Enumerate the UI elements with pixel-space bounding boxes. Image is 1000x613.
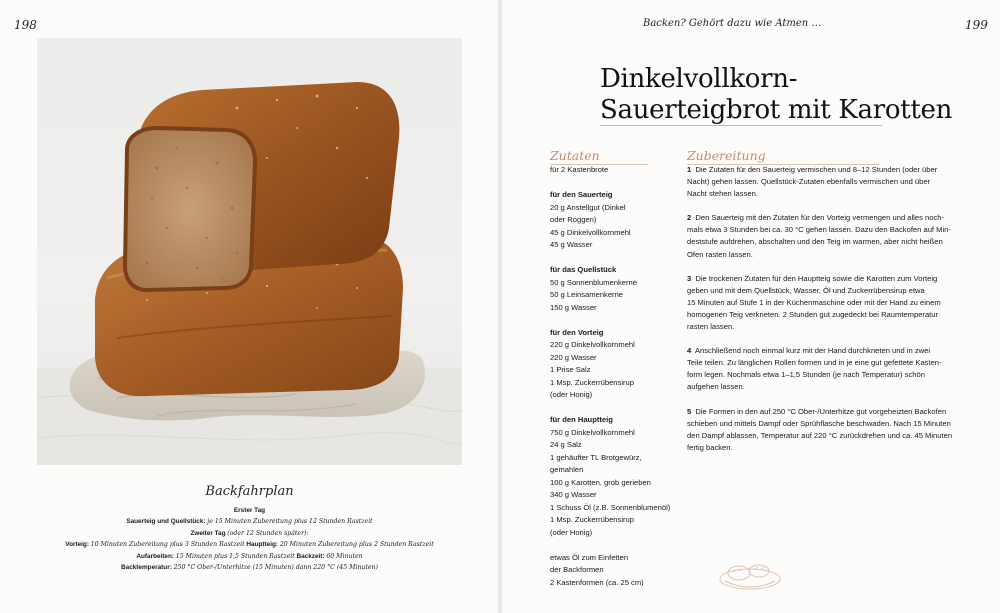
- bake-temp-text: 250 °C Ober-/Unterhitze (15 Minuten) dann 220 °C (45 Minuten): [173, 564, 378, 572]
- method-step-line: [687, 212, 967, 224]
- preferment-text: 10 Minuten Zubereitung plus 3 Stunden Rastzeit: [90, 541, 245, 549]
- day-2-note: (oder 12 Stunden später):: [227, 529, 309, 537]
- ingredient-item: 340 g Wasser: [550, 490, 597, 499]
- ingredient-group-heading: für das Quellstück: [550, 265, 617, 274]
- main-dough-label: Hauptteig:: [246, 541, 279, 549]
- step-number: 4: [687, 346, 692, 356]
- ingredient-item: 1 Msp. Zuckerrübensirup: [550, 515, 634, 524]
- ingredient-item: 1 gehäufter TL Brotgewürz,: [550, 452, 642, 462]
- schedule-line-5: [37, 562, 462, 573]
- step-text: homogenen Teig verkneten. 2 Stunden gut zugedeckt bei Raumtemperatur: [687, 309, 939, 319]
- schedule-line-1: [37, 516, 462, 527]
- step-text: Die trockenen Zutaten für den Hauptteig sowie die Karotten zum Vorteig: [695, 273, 938, 283]
- schedule-day-2: [37, 528, 462, 539]
- method-step-line: [687, 430, 967, 442]
- step-text: aufgehen lassen.: [687, 382, 745, 392]
- step-text: fertig backen.: [687, 442, 733, 452]
- ingredient-item: 150 g Wasser: [550, 302, 597, 312]
- ingredient-item: 1 Prise Salz: [550, 365, 591, 374]
- ingredient-item: 20 g Anstellgut (Dinkel: [550, 202, 626, 212]
- method-step-line: [687, 249, 967, 261]
- schedule-title: Backfahrplan: [205, 484, 294, 499]
- step-text: Die Zutaten für den Sauerteig vermischen und 8–12 Stunden (oder über: [695, 165, 938, 174]
- preferment-label: Vorteig:: [65, 541, 89, 549]
- bake-time-text: 60 Minuten: [326, 552, 363, 560]
- method-step: [687, 345, 967, 393]
- step-text: Ofen rasten lassen.: [687, 249, 753, 259]
- step-number: 2: [687, 213, 692, 223]
- bread-basket-icon: [715, 553, 785, 593]
- step-text: 15 Minuten auf Stufe 1 in der Küchenmaschine oder mit der Hand zu einem: [687, 297, 941, 307]
- method-step-line: [687, 236, 967, 248]
- page-number-right: 199: [965, 18, 988, 32]
- recipe-title-line-1: Dinkelvollkorn-: [600, 64, 798, 94]
- method-step-line: [687, 224, 967, 236]
- ingredient-group-heading: für den Sauerteig: [550, 190, 613, 199]
- method-step-line: [687, 273, 967, 285]
- ingredients-heading: Zutaten: [550, 148, 600, 163]
- main-dough-text: 20 Minuten Zubereitung plus 2 Stunden Rastzeit: [279, 541, 434, 549]
- sourdough-text: je 15 Minuten Zubereitung plus 12 Stunden Rastzeit: [207, 518, 373, 526]
- step-text: Anschließend noch einmal kurz mit der Hand durchkneten und in zwei: [694, 346, 931, 356]
- step-number: 5: [687, 406, 692, 416]
- step-text: Nacht) gehen lassen. Quellstück-Zutaten ebenfalls vermischen und über: [687, 177, 931, 187]
- ingredient-item: 24 g Salz: [550, 440, 582, 449]
- book-gutter: [497, 0, 503, 613]
- ingredient-item: (oder Honig): [550, 527, 593, 537]
- method-heading: Zubereitung: [687, 148, 766, 163]
- bread-illustration: [37, 38, 462, 465]
- running-head: Backen? Gehört dazu wie Atmen …: [643, 18, 822, 29]
- day-2-label: Zweiter Tag: [190, 529, 226, 537]
- day-1-label: Erster Tag: [233, 507, 266, 514]
- method-step-line: [687, 369, 967, 381]
- ingredient-item: 45 g Wasser: [550, 240, 593, 249]
- step-text: schieben und mittels Dampf oder Sprühflasche beschwaden. Nach 15 Minuten: [687, 418, 951, 428]
- method-step: [687, 164, 967, 200]
- method-step-line: [687, 285, 967, 297]
- ingredient-item: oder Roggen): [550, 215, 597, 224]
- ingredient-item: etwas Öl zum Einfetten: [550, 552, 629, 562]
- ingredient-group-heading: für den Hauptteig: [550, 415, 613, 424]
- method-step: [687, 406, 967, 454]
- page-number-left: 198: [14, 18, 37, 32]
- step-number: 1: [687, 165, 692, 174]
- bake-temp-label: Backtemperatur:: [121, 564, 172, 572]
- ingredient-item: (oder Honig): [550, 390, 593, 399]
- ingredient-group-heading: für den Vorteig: [550, 327, 604, 337]
- recipe-title: [600, 64, 952, 126]
- method-step-line: [687, 406, 967, 418]
- bread-photo: [37, 38, 462, 465]
- ingredient-item: 50 g Sonnenblumenkerne: [550, 277, 637, 287]
- ingredient-item: 220 g Dinkelvollkornmehl: [550, 340, 635, 349]
- ingredient-item: 50 g Leinsamenkerne: [550, 290, 624, 299]
- ingredient-item: gemahlen: [550, 465, 584, 474]
- ingredient-item: 1 Schuss Öl (z.B. Sonnenblumenöl): [550, 502, 671, 512]
- step-text: deststufe aufdrehen, abschalten und den Teig im warmen, aber nicht heißen: [687, 237, 943, 247]
- recipe-title-line-2: Sauerteigbrot mit Karotten: [600, 95, 953, 125]
- sourdough-label: Sauerteig und Quellstück:: [126, 518, 206, 526]
- step-text: mals etwa 3 Stunden bei ca. 30 °C gehen lassen. Dazu den Backofen auf Min-: [687, 225, 951, 235]
- method-step-line: [687, 188, 967, 200]
- method-step-line: [687, 418, 967, 430]
- method-step-line: [687, 164, 967, 176]
- method-step-line: [687, 381, 967, 393]
- method-step-line: [687, 176, 967, 188]
- method-step: [687, 212, 967, 260]
- method-step-line: [687, 321, 967, 333]
- step-text: Teile teilen. Zu länglichen Rollen formen und in je eine gut gefettete Kasten-: [687, 358, 942, 368]
- ingredient-item: 2 Kastenformen (ca. 25 cm): [550, 577, 644, 587]
- method-step: [687, 273, 967, 333]
- schedule-line-4: [37, 551, 462, 562]
- step-text: rasten lassen.: [687, 322, 735, 332]
- schedule-line-3: [37, 539, 462, 550]
- ingredient-item: 1 Msp. Zuckerrübensirup: [550, 377, 634, 387]
- ingredient-item: 45 g Dinkelvollkornmehl: [550, 227, 631, 237]
- ingredient-item: für 2 Kastenbrote: [550, 165, 609, 174]
- ingredients-list: [550, 164, 680, 589]
- step-text: geben und mit dem Quellstück, Wasser, Öl und Zuckerrübensirup etwa: [687, 285, 925, 295]
- shaping-text: 15 Minuten plus 1,5 Stunden Rastzeit: [175, 552, 295, 560]
- shaping-label: Aufarbeiten:: [136, 552, 175, 560]
- method-step-line: [687, 345, 967, 357]
- ingredient-item: 750 g Dinkelvollkornmehl: [550, 427, 635, 437]
- method-step-line: [687, 442, 967, 454]
- bake-time-label: Backzeit:: [296, 552, 325, 560]
- step-text: Nacht stehen lassen.: [687, 189, 758, 199]
- method-step-line: [687, 357, 967, 369]
- schedule-day-1: [37, 505, 462, 516]
- ingredient-item: der Backformen: [550, 565, 604, 574]
- ingredient-item: 220 g Wasser: [550, 352, 597, 362]
- step-text: den Dampf ablassen, Temperatur auf 220 °C zurückdrehen und ca. 45 Minuten: [687, 430, 953, 440]
- ingredient-item: 100 g Karotten, grob gerieben: [550, 477, 651, 487]
- method-step-line: [687, 297, 967, 309]
- method-step-line: [687, 309, 967, 321]
- step-text: Die Formen in den auf 250 °C Ober-/Unterhitze gut vorgeheizten Backofen: [695, 406, 947, 416]
- step-text: form legen. Nochmals etwa 1–1,5 Stunden (je nach Temperatur) schön: [687, 370, 925, 380]
- step-number: 3: [687, 273, 692, 283]
- baking-schedule: [37, 484, 462, 573]
- title-underline: [600, 125, 882, 126]
- method-steps: [687, 164, 967, 466]
- step-text: Den Sauerteig mit den Zutaten für den Vorteig vermengen und alles noch-: [695, 213, 944, 223]
